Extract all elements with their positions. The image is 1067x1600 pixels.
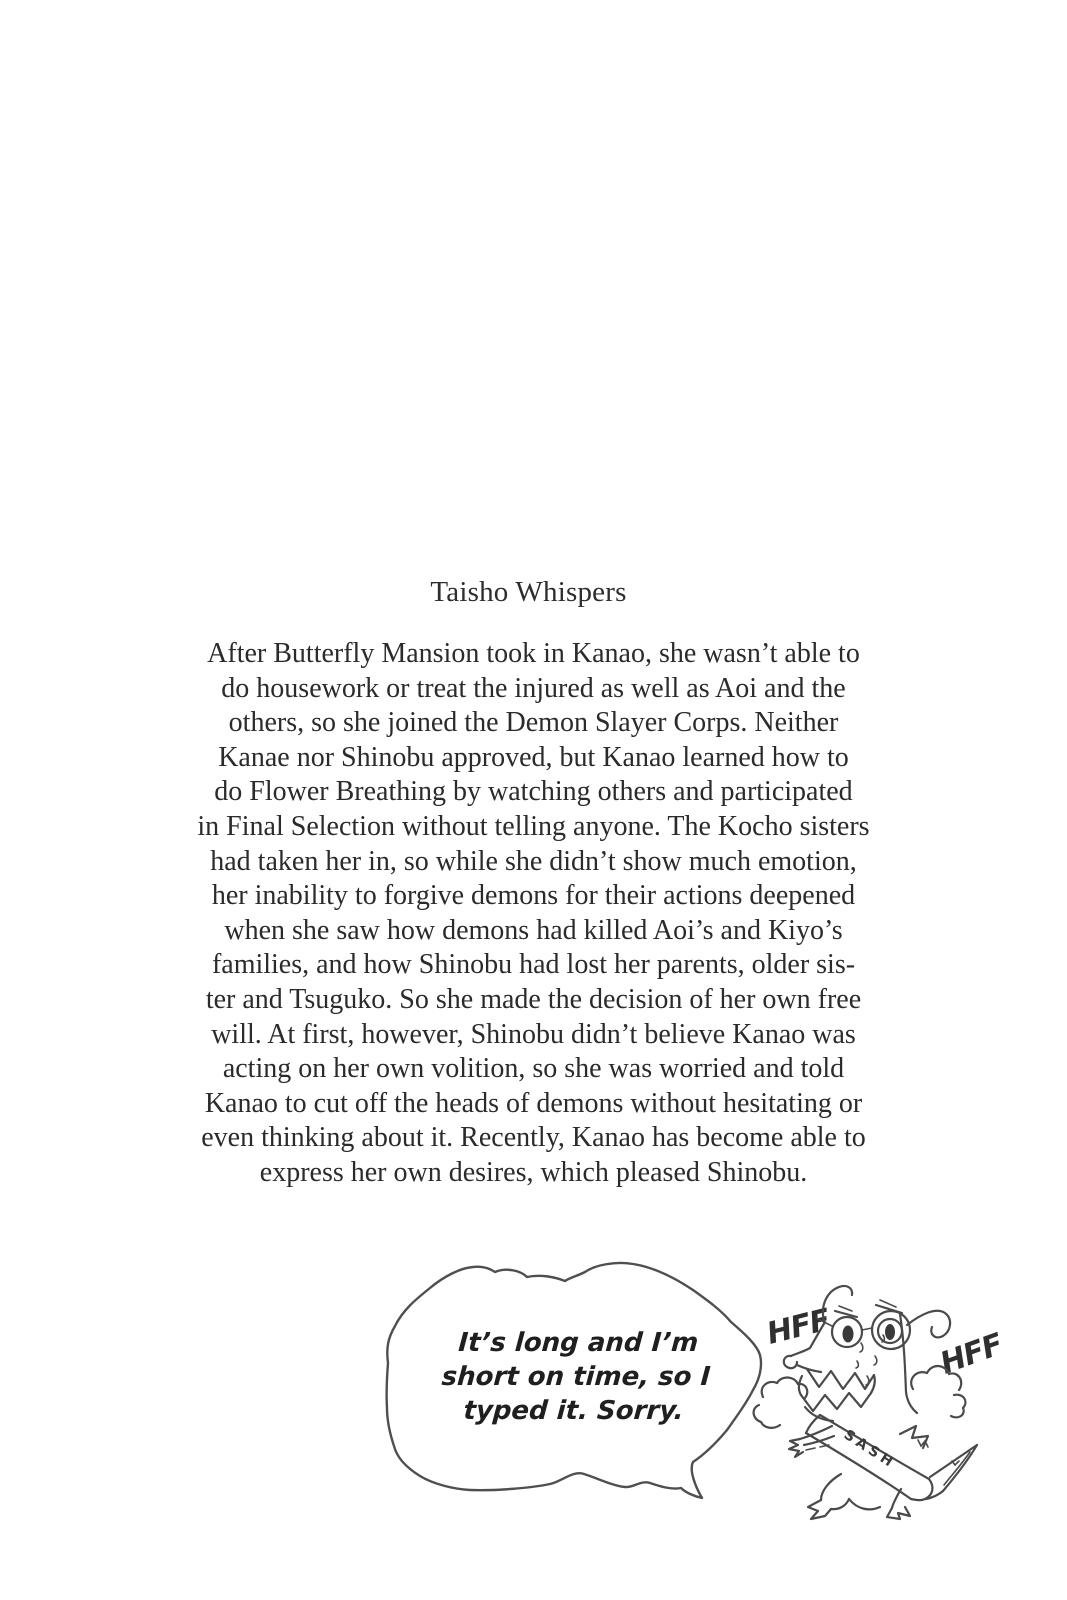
croc-mouth (799, 1369, 875, 1421)
text-line: ter and Tsuguko. So she made the decision of her own free (205, 983, 862, 1015)
text-line: others, so she joined the Demon Slayer Corps. Neither (228, 707, 839, 739)
speech-bubble-text (412, 1326, 739, 1428)
text-line: when she saw how demons had killed Aoi’s and Kiyo’s (224, 914, 843, 946)
text-line: do Flower Breathing by watching others and participated (214, 776, 853, 808)
sweat-drops (856, 1335, 884, 1385)
croc-left-arm (789, 1426, 834, 1457)
sash-label: SASH (840, 1426, 899, 1473)
croc-legs (808, 1474, 910, 1519)
text-line: in Final Selection without telling anyone. The Kocho sisters (197, 810, 870, 842)
text-line: even thinking about it. Recently, Kanao has become able to (201, 1122, 866, 1154)
bubble-line: typed it. Sorry. (462, 1396, 685, 1426)
breath-cloud-right (911, 1366, 965, 1417)
text-line: express her own desires, which pleased Shinobu. (259, 1156, 808, 1188)
sfx-hff-left: HFF (763, 1302, 834, 1352)
text-line: families, and how Shinobu had lost her parents, older sis- (211, 949, 856, 981)
text-line: After Butterfly Mansion took in Kanao, she wasn’t able to (207, 638, 860, 669)
croc-glasses (816, 1300, 910, 1349)
text-line: acting on her own volition, so she was worried and told (222, 1053, 845, 1085)
text-line: Kanao to cut off the heads of demons without hesitating or (204, 1087, 863, 1119)
text-line: do housework or treat the injured as well as Aoi and the (221, 672, 846, 704)
text-line: Kanae nor Shinobu approved, but Kanao learned how to (218, 741, 849, 773)
croc-tail (926, 1445, 977, 1499)
bubble-line: short on time, so I (440, 1362, 712, 1392)
sfx-hff-right: HFF (935, 1327, 1008, 1382)
croc-raised-arm (907, 1311, 950, 1338)
text-line: will. At first, however, Shinobu didn’t believe Kanao was (211, 1018, 856, 1050)
bubble-line: It’s long and I’m (457, 1328, 700, 1358)
article-text (174, 637, 894, 1191)
text-line: her inability to forgive demons for their actions deepened (211, 880, 856, 912)
croc-right-hand (900, 1426, 928, 1448)
crocodile-illustration (740, 1248, 1067, 1538)
text-line: had taken her in, so while she didn’t show much emotion, (210, 845, 857, 877)
page-title: Taisho Whispers (430, 576, 627, 608)
